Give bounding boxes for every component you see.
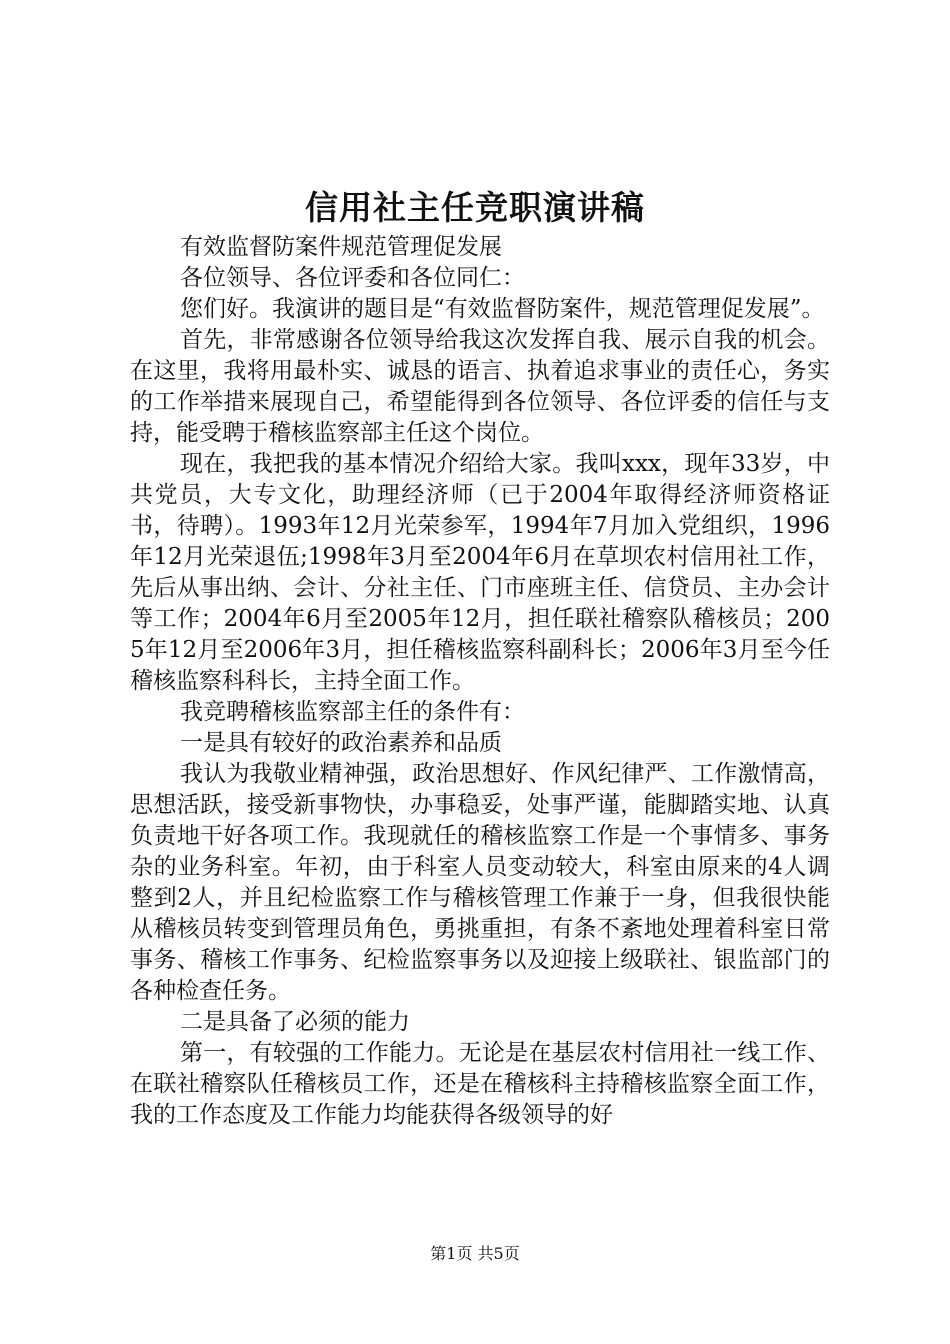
- paragraph-salutation: 各位领导、各位评委和各位同仁：: [180, 265, 525, 291]
- paragraph-background: 现在，我把我的基本情况介绍给大家。我叫xxx，现年33岁，中共党员，大专文化，助理经济师（已于2004年取得经济师资格证书，待聘）。1993年12月光荣参军，1994年7月加入党组织，1996年12月光荣退伍;1998年3月至2004年6月在草坝农村信用社工作，先后从事出纳、会计、分社主任、门市座班主任、信贷员、主办会计等工作；2004年6月至2005年12月，担任联社稽察队稽核员；2005年12月至2006年3月，担任稽核监察科副科长；2006年3月至今任稽核监察科科长，主持全面工作。: [130, 451, 830, 694]
- paragraph-ability: 第一，有较强的工作能力。无论是在基层农村信用社一线工作、在联社稽察队任稽核员工作，还是在稽核科主持稽核监察全面工作，我的工作态度及工作能力均能获得各级领导的好: [130, 1040, 830, 1128]
- paragraph-conditions-intro: 我竞聘稽核监察部主任的条件有：: [180, 699, 525, 725]
- page-footer: 第1页 共5页: [430, 1244, 520, 1263]
- document-body: [130, 232, 830, 1131]
- paragraph-greeting: 您们好。我演讲的题目是“有效监督防案件，规范管理促发展”。: [180, 296, 825, 322]
- paragraph-subtitle: 有效监督防案件规范管理促发展: [180, 234, 502, 260]
- paragraph-heading-one: 一是具有较好的政治素养和品质: [180, 730, 502, 756]
- paragraph-thanks: 首先，非常感谢各位领导给我这次发挥自我、展示自我的机会。在这里，我将用最朴实、诚恳的语言、执着追求事业的责任心，务实的工作举措来展现自己，希望能得到各位领导、各位评委的信任与支持，能受聘于稽核监察部主任这个岗位。: [130, 327, 830, 446]
- paragraph-heading-two: 二是具备了必须的能力: [180, 1009, 410, 1035]
- document-title: 信用社主任竞职演讲稿: [305, 188, 645, 227]
- paragraph-qualities: 我认为我敬业精神强，政治思想好、作风纪律严、工作激情高，思想活跃，接受新事物快，办事稳妥，处事严谨，能脚踏实地、认真负责地干好各项工作。我现就任的稽核监察工作是一个事情多、事务杂的业务科室。年初，由于科室人员变动较大，科室由原来的4人调整到2人，并且纪检监察工作与稽核管理工作兼于一身，但我很快能从稽核员转变到管理员角色，勇挑重担，有条不紊地处理着科室日常事务、稽核工作事务、纪检监察事务以及迎接上级联社、银监部门的各种检查任务。: [130, 761, 830, 1004]
